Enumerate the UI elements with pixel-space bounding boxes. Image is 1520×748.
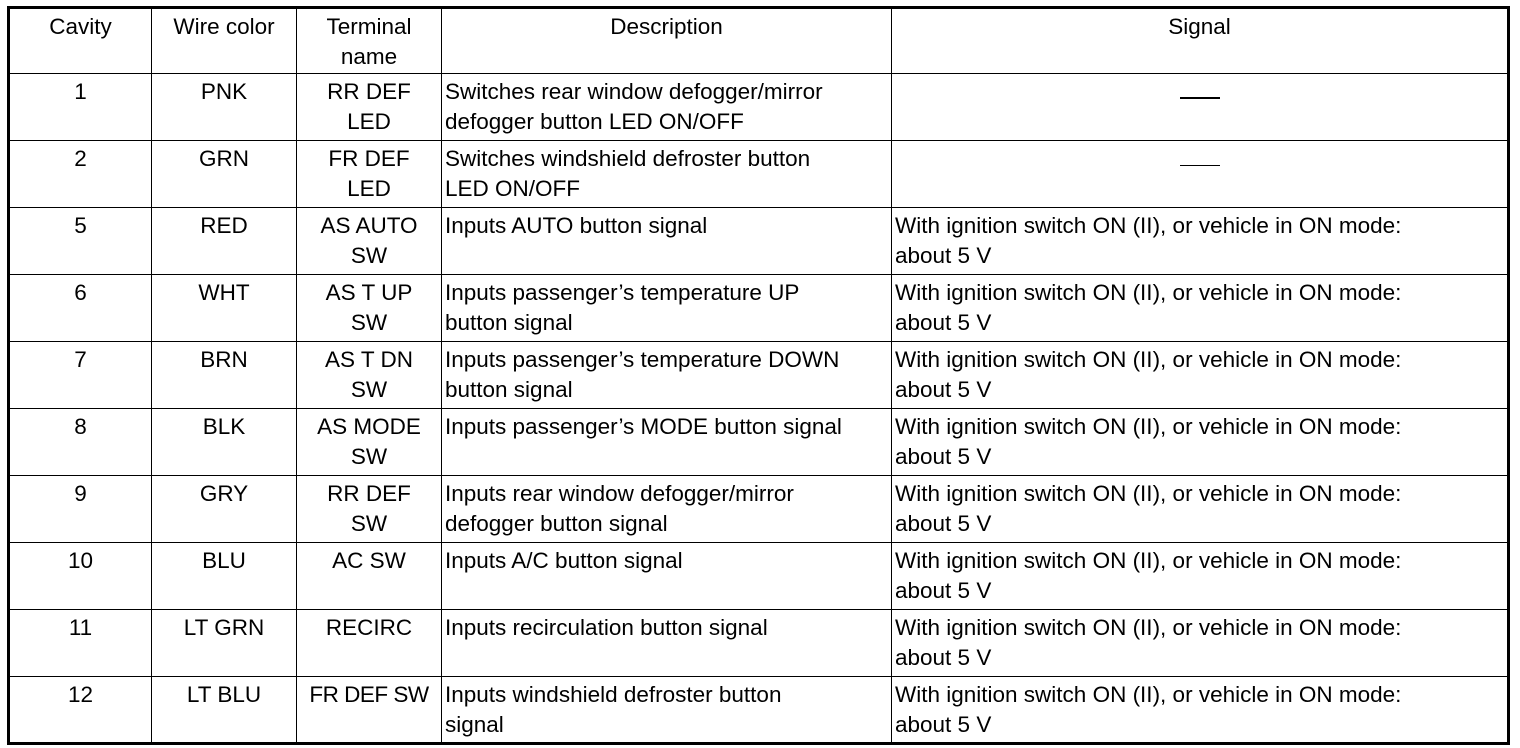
- description-cell: Inputs recirculation button signal: [442, 610, 892, 677]
- terminal-name-cell: FR DEF LED: [297, 141, 442, 208]
- table-row: [9, 141, 1509, 208]
- cavity-cell: 1: [9, 74, 152, 141]
- cavity-cell: 8: [9, 409, 152, 476]
- wire-color-cell: PNK: [152, 74, 297, 141]
- description-cell: Inputs passenger’s MODE button signal: [442, 409, 892, 476]
- wire-color-cell: BLK: [152, 409, 297, 476]
- terminal-name-cell: RR DEF LED: [297, 74, 442, 141]
- terminal-name-cell: AS T DN SW: [297, 342, 442, 409]
- table-row: [9, 208, 1509, 275]
- wire-color-cell: LT GRN: [152, 610, 297, 677]
- table-row: [9, 543, 1509, 610]
- table-row: [9, 409, 1509, 476]
- signal-cell: With ignition switch ON (II), or vehicle in ON mode: about 5 V: [892, 610, 1509, 677]
- description-cell: Inputs passenger’s temperature DOWN button signal: [442, 342, 892, 409]
- signal-cell: With ignition switch ON (II), or vehicle in ON mode: about 5 V: [892, 543, 1509, 610]
- table-header: [9, 8, 1509, 74]
- cavity-cell: 2: [9, 141, 152, 208]
- signal-cell: With ignition switch ON (II), or vehicle in ON mode: about 5 V: [892, 677, 1509, 744]
- signal-cell: With ignition switch ON (II), or vehicle in ON mode: about 5 V: [892, 275, 1509, 342]
- wire-color-cell: RED: [152, 208, 297, 275]
- terminal-name-cell: AS T UP SW: [297, 275, 442, 342]
- table-row: [9, 677, 1509, 744]
- description-cell: Inputs windshield defroster button signal: [442, 677, 892, 744]
- header-wire-color: Wire color: [152, 8, 297, 74]
- signal-cell: With ignition switch ON (II), or vehicle in ON mode: about 5 V: [892, 476, 1509, 543]
- header-cavity: Cavity: [9, 8, 152, 74]
- header-terminal-name: Terminal name: [297, 8, 442, 74]
- cavity-cell: 5: [9, 208, 152, 275]
- cavity-cell: 12: [9, 677, 152, 744]
- table-row: [9, 610, 1509, 677]
- signal-cell: [892, 74, 1509, 141]
- description-cell: Inputs rear window defogger/mirror defogger button signal: [442, 476, 892, 543]
- table-row: [9, 74, 1509, 141]
- cavity-cell: 6: [9, 275, 152, 342]
- signal-cell: With ignition switch ON (II), or vehicle in ON mode: about 5 V: [892, 208, 1509, 275]
- table-row: [9, 342, 1509, 409]
- table-body: [9, 74, 1509, 744]
- table-row: [9, 476, 1509, 543]
- description-cell: Inputs passenger’s temperature UP button signal: [442, 275, 892, 342]
- no-signal-dash: [1180, 97, 1220, 99]
- description-cell: Inputs A/C button signal: [442, 543, 892, 610]
- wire-color-cell: GRN: [152, 141, 297, 208]
- cavity-cell: 10: [9, 543, 152, 610]
- terminal-name-cell: AC SW: [297, 543, 442, 610]
- terminal-name-cell: RECIRC: [297, 610, 442, 677]
- description-cell: Switches rear window defogger/mirror defogger button LED ON/OFF: [442, 74, 892, 141]
- header-description: Description: [442, 8, 892, 74]
- signal-cell: [892, 141, 1509, 208]
- description-cell: Inputs AUTO button signal: [442, 208, 892, 275]
- table-row: [9, 275, 1509, 342]
- no-signal-dash: [1180, 165, 1220, 166]
- header-row: [9, 8, 1509, 74]
- terminal-name-cell: FR DEF SW: [297, 677, 442, 744]
- terminal-name-cell: AS AUTO SW: [297, 208, 442, 275]
- wire-color-cell: LT BLU: [152, 677, 297, 744]
- description-cell: Switches windshield defroster button LED ON/OFF: [442, 141, 892, 208]
- signal-cell: With ignition switch ON (II), or vehicle in ON mode: about 5 V: [892, 342, 1509, 409]
- cavity-cell: 7: [9, 342, 152, 409]
- cavity-cell: 9: [9, 476, 152, 543]
- cavity-cell: 11: [9, 610, 152, 677]
- wire-color-cell: BRN: [152, 342, 297, 409]
- wire-color-cell: WHT: [152, 275, 297, 342]
- connector-pinout-table: [7, 6, 1510, 745]
- wire-color-cell: GRY: [152, 476, 297, 543]
- terminal-name-cell: RR DEF SW: [297, 476, 442, 543]
- wire-color-cell: BLU: [152, 543, 297, 610]
- terminal-name-cell: AS MODE SW: [297, 409, 442, 476]
- header-signal: Signal: [892, 8, 1509, 74]
- signal-cell: With ignition switch ON (II), or vehicle in ON mode: about 5 V: [892, 409, 1509, 476]
